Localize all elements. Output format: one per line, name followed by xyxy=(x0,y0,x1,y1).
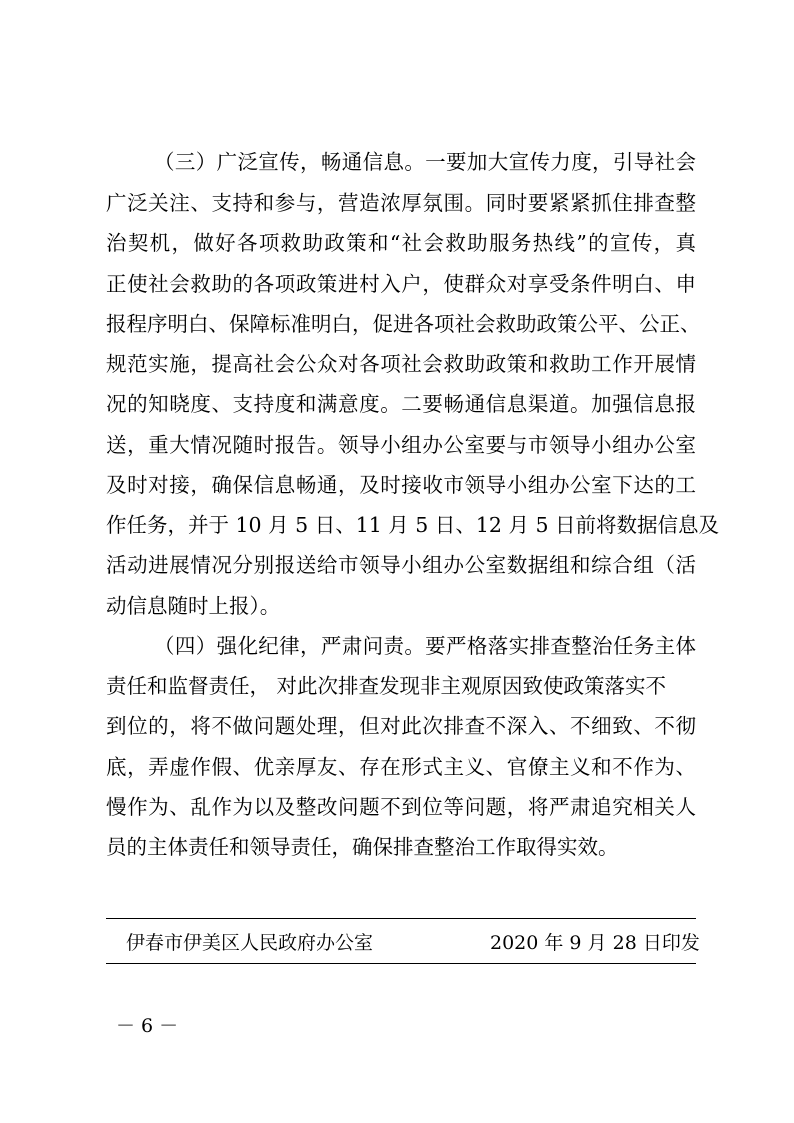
paragraph-line: 底，弄虚作假、优亲厚友、存在形式主义、官僚主义和不作为、 xyxy=(106,755,696,779)
paragraph-line: （三）广泛宣传，畅通信息。一要加大宣传力度，引导社会 xyxy=(154,150,696,174)
paragraph-line: 报程序明白、保障标准明白，促进各项社会救助政策公平、公正、 xyxy=(106,312,701,336)
paragraph-line: 动信息随时上报）。 xyxy=(106,594,281,618)
page-number: － 6 － xyxy=(116,1015,179,1037)
paragraph-line: 慢作为、乱作为以及整改问题不到位等问题，将严肃追究相关人 xyxy=(106,795,696,819)
issuer-name: 伊春市伊美区人民政府办公室 xyxy=(126,932,374,954)
paragraph-line: 治契机，做好各项救助政策和“社会救助服务热线”的宣传，真 xyxy=(106,231,696,255)
paragraph-line: 况的知晓度、支持度和满意度。二要畅通信息渠道。加强信息报 xyxy=(106,392,696,416)
paragraph-line: 及时对接，确保信息畅通，及时接收市领导小组办公室下达的工 xyxy=(106,473,696,497)
paragraph-line: 员的主体责任和领导责任，确保排查整治工作取得实效。 xyxy=(106,835,619,859)
paragraph-line: 正使社会救助的各项政策进村入户，使群众对享受条件明白、申 xyxy=(106,272,696,296)
footer-bottom-rule xyxy=(106,963,696,964)
paragraph-line: 作任务，并于 10 月 5 日、11 月 5 日、12 月 5 日前将数据信息及 xyxy=(106,513,720,537)
paragraph-line: （四）强化纪律，严肃问责。要严格落实排查整治任务主体 xyxy=(154,634,696,658)
paragraph-line: 送，重大情况随时报告。领导小组办公室要与市领导小组办公室 xyxy=(106,433,696,457)
footer-top-rule xyxy=(106,918,696,919)
paragraph-line: 到位的，将不做问题处理，但对此次排查不深入、不细致、不彻 xyxy=(106,714,696,738)
issue-date: 2020 年 9 月 28 日印发 xyxy=(490,932,700,954)
paragraph-line: 广泛关注、支持和参与，营造浓厚氛围。同时要紧紧抓住排查整 xyxy=(106,191,696,215)
paragraph-line: 责任和监督责任， 对此次排查发现非主观原因致使政策落实不 xyxy=(106,674,667,698)
paragraph-line: 活动进展情况分别报送给市领导小组办公室数据组和综合组（活 xyxy=(106,553,696,577)
paragraph-line: 规范实施，提高社会公众对各项社会救助政策和救助工作开展情 xyxy=(106,352,696,376)
